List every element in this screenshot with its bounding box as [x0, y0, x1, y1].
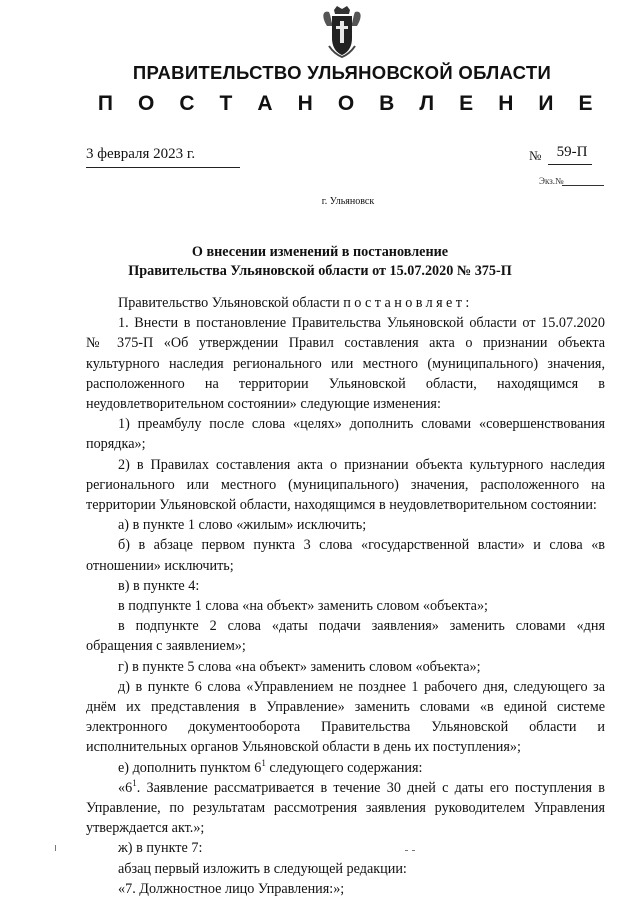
subitem-a: а) в пункте 1 слово «жилым» исключить;: [118, 517, 367, 534]
copy-number-line: [562, 185, 604, 186]
quote-text: . Заявление рассматривается в течение 30 дней с даты его поступления в Управление, по результатам рассмотрения заявления руководителем Управления утверждается акт.»;: [86, 779, 605, 837]
subitem-zh-1: абзац первый изложить в следующей редакции:: [118, 860, 407, 877]
scan-speck: [405, 850, 408, 851]
subitem-e: [86, 758, 605, 778]
document-number: 59-П: [556, 144, 588, 160]
document-title: [80, 243, 560, 281]
date-underline: [86, 167, 240, 168]
subitem-v: в) в пункте 4:: [118, 577, 200, 594]
scan-speck: [55, 845, 56, 851]
item-1: 1) преамбулу после слова «целях» дополнить словами «совершенствования порядка»;: [86, 416, 605, 453]
subitem-d: д) в пункте 6 слова «Управлением не позднее 1 рабочего дня, следующего за днём их представления в Управление» заменить словами «в единой системе электронного документооборота Правительства Ульяновской области и исполнительных органов Ульяновской области в день их поступления»;: [86, 678, 605, 756]
document-body: [86, 293, 605, 899]
copy-number-label: Экз.№: [539, 176, 564, 186]
government-name: ПРАВИТЕЛЬСТВО УЛЬЯНОВСКОЙ ОБЛАСТИ: [132, 62, 552, 83]
subitem-zh: ж) в пункте 7:: [118, 840, 203, 857]
subitem-b: б) в абзаце первом пункта 3 слова «государственной власти» и слова «в отношении» исключить;: [86, 537, 605, 574]
document-type: П О С Т А Н О В Л Е Н И Е: [97, 92, 603, 115]
coat-of-arms-emblem: [319, 6, 365, 58]
city-name: г. Ульяновск: [321, 196, 375, 207]
intro-paragraph: [86, 293, 605, 313]
quoted-point-6-1: [86, 778, 605, 839]
quote-open: «6: [118, 779, 133, 796]
subitem-g: г) в пункте 5 слова «на объект» заменить словом «объекта»;: [118, 658, 481, 675]
document-date: 3 февраля 2023 г.: [86, 146, 196, 162]
superscript: 1: [132, 777, 137, 788]
number-label: №: [529, 148, 542, 163]
subitem-zh-2: «7. Должностное лицо Управления:»;: [118, 880, 345, 897]
subitem-v-1: в подпункте 1 слова «на объект» заменить словом «объекта»;: [118, 598, 489, 615]
intro-colon: :: [465, 295, 470, 311]
intro-subject: Правительство Ульяновской области: [118, 295, 340, 311]
subitem-v-2: в подпункте 2 слова «даты подачи заявления» заменить словами «дня обращения с заявлением»;: [86, 618, 605, 655]
intro-verb: постановляет: [343, 295, 466, 311]
paragraph-1: 1. Внести в постановление Правительства Ульяновской области от 15.07.2020 № 375-П «Об утверждении Правил составления акта о признании объекта культурного наследия регионального или местного (муниципального) значения, расположенного на территории Ульяновской области, находящимся в неудовлетворительном состоянии» следующие изменения:: [86, 315, 605, 413]
title-line-1: О внесении изменений в постановление: [191, 244, 449, 260]
superscript: 1: [261, 757, 266, 768]
scan-speck: [412, 850, 415, 851]
item-2: 2) в Правилах составления акта о признании объекта культурного наследия регионального или местного (муниципального) значения, расположенного на территории Ульяновской области, находящимся в неудовлетворительном состоянии:: [86, 456, 605, 514]
subitem-e-rest: следующего содержания:: [265, 759, 423, 776]
subitem-e-text: е) дополнить пунктом 6: [118, 759, 262, 776]
number-underline: [548, 164, 592, 165]
title-line-2: Правительства Ульяновской области от 15.07.2020 № 375-П: [128, 263, 512, 279]
